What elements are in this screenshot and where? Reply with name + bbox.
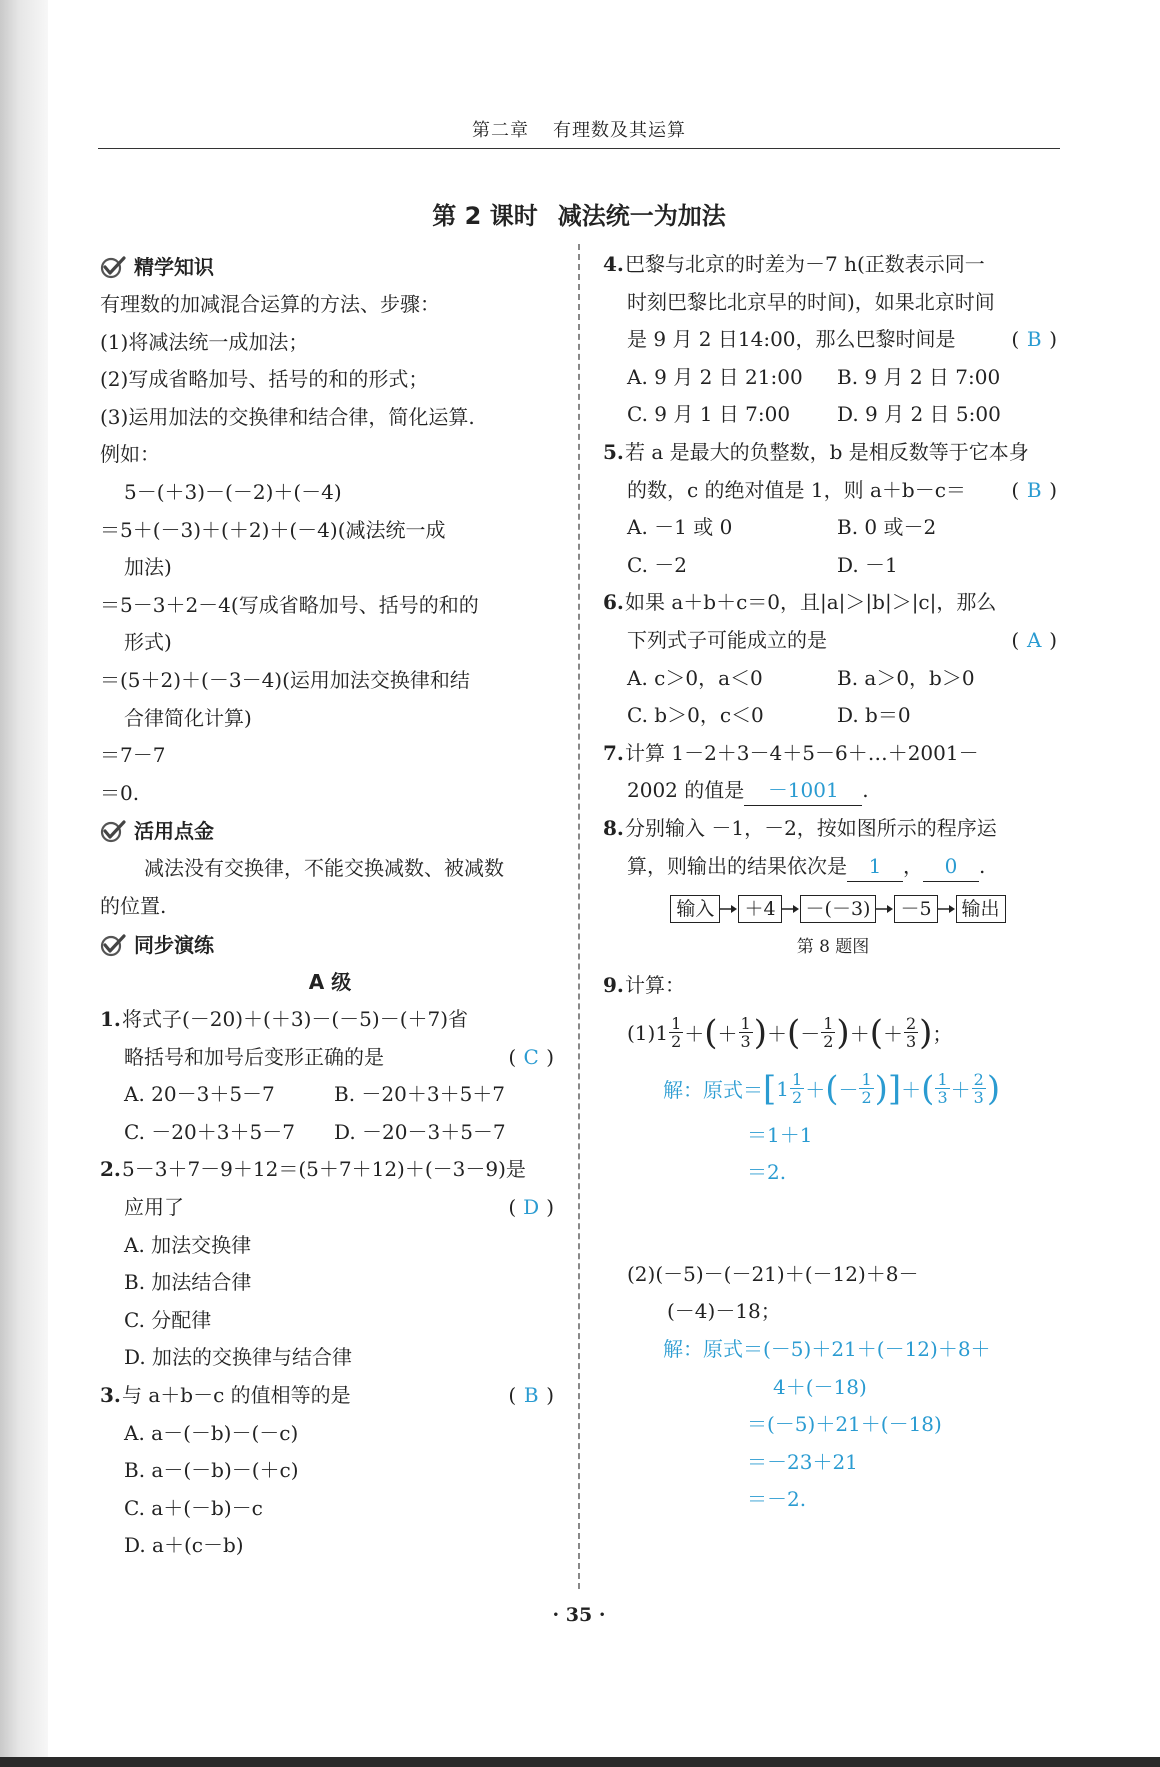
text-line: (2)写成省略加号、括号的和的形式； <box>100 367 429 392</box>
answer-blank: －1001 <box>744 775 862 806</box>
text-line: 例如： <box>100 442 160 467</box>
running-header <box>98 116 1060 142</box>
period: . <box>862 778 869 803</box>
fraction: $\frac{1}{2}$ <box>861 1070 872 1108</box>
question-1 <box>100 1001 560 1039</box>
answer-bracket: ( C ) <box>508 1039 554 1077</box>
flow-step-box: ＋4 <box>738 895 781 923</box>
option: D. b＝0 <box>837 703 911 728</box>
solution-lead: 解：原式＝ <box>663 1078 763 1103</box>
options-row <box>100 1076 560 1114</box>
example-line: 加法) <box>124 555 172 580</box>
left-column <box>100 248 560 1565</box>
fraction: $\frac{2}{3}$ <box>973 1070 984 1108</box>
question-7 <box>603 735 1063 773</box>
answer-blank: 1 <box>847 851 903 882</box>
example-line: 合律简化计算) <box>124 705 252 730</box>
solution-step: ＝－2. <box>747 1487 807 1512</box>
question-text-line <box>603 848 1063 886</box>
options-row <box>603 697 1063 735</box>
answer-letter: D <box>523 1195 540 1220</box>
comma: ， <box>903 853 923 878</box>
question-4 <box>603 246 1063 284</box>
check-badge-icon <box>100 255 126 279</box>
section-practice-heading <box>100 926 560 964</box>
text-line: 的位置. <box>100 893 167 918</box>
flow-input-box: 输入 <box>670 895 720 923</box>
question-number: 4. <box>603 252 624 276</box>
section-title: 精学知识 <box>134 255 214 279</box>
option: C. 分配律 <box>124 1307 212 1332</box>
answer-bracket: ( A ) <box>1011 622 1057 660</box>
option: D. －20－3＋5－7 <box>334 1119 506 1144</box>
option: D. 加法的交换律与结合律 <box>124 1345 353 1370</box>
solution-step: 4＋(－18) <box>773 1374 867 1399</box>
example-line: ＝0. <box>100 780 140 805</box>
answer-letter: C <box>523 1044 539 1069</box>
text-line: (3)运用加法的交换律和结合律，简化运算. <box>100 404 475 429</box>
lesson-name: 减法统一为加法 <box>557 202 726 230</box>
figure-caption: 第 8 题图 <box>796 937 870 958</box>
section-title: 活用点金 <box>134 819 214 844</box>
solution-step: ＝1＋1 <box>747 1122 813 1147</box>
part-label: (1)1 <box>627 1020 669 1045</box>
right-column <box>603 246 1063 1519</box>
example-line: 5－(＋3)－(－2)＋(－4) <box>124 479 342 504</box>
question-text-line <box>100 1189 560 1227</box>
header-rule <box>98 148 1060 149</box>
answer-bracket: ( B ) <box>1011 321 1057 359</box>
flow-output-box: 输出 <box>956 895 1006 923</box>
question-text-line <box>603 472 1063 510</box>
q9-part1-solution: 解：原式＝ [ 1 $\frac{1}{2}$ ＋ ( － $\frac{1}{2}$ ) ] ＋ ( $\frac{1}{3}$ ＋ $\frac{2}{3}$ ) <box>663 1068 1001 1109</box>
question-text: 的数，c 的绝对值是 1，则 a＋b－c＝ <box>627 477 966 502</box>
question-text: 计算 1－2＋3－4＋5－6＋…＋2001－ <box>625 740 979 765</box>
fraction: $\frac{1}{2}$ <box>792 1070 803 1108</box>
option: A. a－(－b)－(－c) <box>124 1420 299 1445</box>
question-text: 分别输入 －1，－2，按如图所示的程序运 <box>625 815 997 840</box>
flow-step-box: －5 <box>894 895 937 923</box>
solution-step: ＝2. <box>747 1160 787 1185</box>
question-number: 5. <box>603 439 624 464</box>
question-text: 应用了 <box>124 1195 184 1220</box>
question-8 <box>603 810 1063 848</box>
question-text: 5－3＋7－9＋12＝(5＋7＋12)＋(－3－9)是 <box>122 1157 526 1182</box>
question-text-line <box>603 321 1063 359</box>
option: B. 加法结合律 <box>124 1270 252 1295</box>
question-number: 6. <box>603 590 624 615</box>
section-knowledge-heading <box>100 248 560 286</box>
q9-part1-expression: (1)1 $\frac{1}{2}$ ＋ ( ＋ $\frac{1}{3}$ ) ＋ ( － $\frac{1}{2}$ ) ＋ ( ＋ $\frac{2}{3}$ ) ； <box>627 1012 953 1053</box>
example-line: ＝(5＋2)＋(－3－4)(运用加法交换律和结 <box>100 667 470 692</box>
option: C. 9 月 1 日 7:00 <box>627 402 791 427</box>
option: A. 加法交换律 <box>124 1232 252 1257</box>
options-row <box>603 547 1063 585</box>
chapter-title: 有理数及其运算 <box>553 120 686 141</box>
answer-bracket: ( D ) <box>508 1189 554 1227</box>
question-text: 若 a 是最大的负整数，b 是相反数等于它本身 <box>625 439 1029 464</box>
question-9 <box>603 967 1063 1005</box>
question-number: 9. <box>603 973 624 998</box>
flow-step-box: －(－3) <box>800 895 877 923</box>
option: D. －1 <box>837 552 898 577</box>
option: D. a＋(c－b) <box>124 1533 244 1558</box>
solution-step: 解：原式＝(－5)＋21＋(－12)＋8＋ <box>663 1337 991 1362</box>
option: B. 0 或－2 <box>837 515 937 540</box>
text-line: 有理数的加减混合运算的方法、步骤： <box>100 292 440 316</box>
question-text: 2002 的值是 <box>627 778 745 803</box>
solution-step: ＝(－5)＋21＋(－18) <box>747 1412 942 1437</box>
question-text: 巴黎与北京的时差为－7 h(正数表示同一 <box>625 252 985 276</box>
text-line: (1)将减法统一成加法； <box>100 329 309 354</box>
bottom-bar <box>0 1757 1160 1767</box>
question-number: 2. <box>100 1157 121 1182</box>
options-row <box>603 359 1063 397</box>
question-text: 如果 a＋b＋c＝0，且|a|＞|b|＞|c|，那么 <box>625 590 997 615</box>
lesson-period: 第 2 课时 <box>432 202 538 230</box>
scan-edge-shadow <box>0 0 48 1767</box>
option: B. 9 月 2 日 7:00 <box>837 364 1001 389</box>
answer-letter: B <box>1026 327 1042 352</box>
option: C. －20＋3＋5－7 <box>124 1119 295 1144</box>
option: B. a＞0，b＞0 <box>837 665 975 690</box>
question-text-line <box>100 1039 560 1077</box>
option: C. b＞0，c＜0 <box>627 703 764 728</box>
example-line: ＝5－3＋2－4(写成省略加号、括号的和的 <box>100 592 479 617</box>
question-text: 是 9 月 2 日14:00，那么巴黎时间是 <box>627 327 956 352</box>
options-row <box>603 509 1063 547</box>
arrow-right-icon <box>876 903 894 915</box>
fraction: $\frac{1}{3}$ <box>937 1070 948 1108</box>
section-tips-heading <box>100 812 560 850</box>
option: B. －20＋3＋5＋7 <box>334 1082 506 1107</box>
question-number: 7. <box>603 740 624 765</box>
question-number: 3. <box>100 1383 121 1408</box>
question-text-line <box>603 622 1063 660</box>
question-text: 算，则输出的结果依次是 <box>627 853 847 878</box>
option: B. a－(－b)－(＋c) <box>124 1458 299 1483</box>
question-3 <box>100 1377 560 1415</box>
fraction: $\frac{1}{3}$ <box>740 1014 751 1052</box>
check-badge-icon <box>100 933 126 957</box>
answer-letter: A <box>1026 627 1042 652</box>
q9-part2-text: (2)(－5)－(－21)＋(－12)＋8－ <box>627 1261 919 1286</box>
answer-blank: 0 <box>923 851 979 882</box>
spacer <box>603 1192 1063 1256</box>
question-text: 时刻巴黎比北京早的时间)，如果北京时间 <box>627 289 995 314</box>
section-title: 同步演练 <box>134 932 214 957</box>
question-text: 将式子(－20)＋(＋3)－(－5)－(＋7)省 <box>122 1007 469 1032</box>
question-2 <box>100 1151 560 1189</box>
option: A. c＞0，a＜0 <box>627 665 763 690</box>
q9-part2-text: (－4)－18； <box>667 1299 781 1324</box>
page-number: · 35 · <box>552 1604 606 1626</box>
options-row <box>603 396 1063 434</box>
question-text: 下列式子可能成立的是 <box>627 627 827 652</box>
program-flowchart <box>613 889 1063 929</box>
answer-bracket: ( B ) <box>1011 472 1057 510</box>
arrow-right-icon <box>720 903 738 915</box>
level-label: A 级 <box>308 969 352 994</box>
question-text: 与 a＋b－c 的值相等的是 <box>122 1383 351 1408</box>
question-6 <box>603 584 1063 622</box>
question-text-line <box>603 772 1063 810</box>
example-line: ＝5＋(－3)＋(＋2)＋(－4)(减法统一成 <box>100 517 446 542</box>
fraction: $\frac{2}{3}$ <box>905 1014 917 1052</box>
answer-letter: B <box>1026 477 1042 502</box>
question-number: 1. <box>100 1007 121 1032</box>
option: A. 9 月 2 日 21:00 <box>627 364 803 389</box>
option: D. 9 月 2 日 5:00 <box>837 402 1001 427</box>
answer-bracket: ( B ) <box>508 1377 554 1415</box>
example-line: 形式) <box>124 630 172 655</box>
options-row <box>603 660 1063 698</box>
lesson-title <box>98 196 1060 231</box>
question-5 <box>603 434 1063 472</box>
example-line: ＝7－7 <box>100 743 166 768</box>
question-text: 计算： <box>625 973 685 998</box>
question-number: 8. <box>603 815 624 840</box>
text-line: 减法没有交换律，不能交换减数、被减数 <box>144 856 504 881</box>
arrow-right-icon <box>782 903 800 915</box>
period: . <box>979 853 986 878</box>
option: C. －2 <box>627 552 688 577</box>
check-badge-icon <box>100 819 126 843</box>
option: A. 20－3＋5－7 <box>124 1082 275 1107</box>
question-text: 略括号和加号后变形正确的是 <box>124 1044 384 1069</box>
option: C. a＋(－b)－c <box>124 1495 263 1520</box>
fraction: $\frac{1}{2}$ <box>671 1014 682 1052</box>
options-row <box>100 1114 560 1152</box>
option: A. －1 或 0 <box>627 515 733 540</box>
solution-step: ＝－23＋21 <box>747 1449 858 1474</box>
arrow-right-icon <box>938 903 956 915</box>
fraction: $\frac{1}{2}$ <box>823 1014 834 1052</box>
chapter-number: 第二章 <box>472 120 529 141</box>
column-divider <box>578 244 580 1589</box>
answer-letter: B <box>523 1383 539 1408</box>
